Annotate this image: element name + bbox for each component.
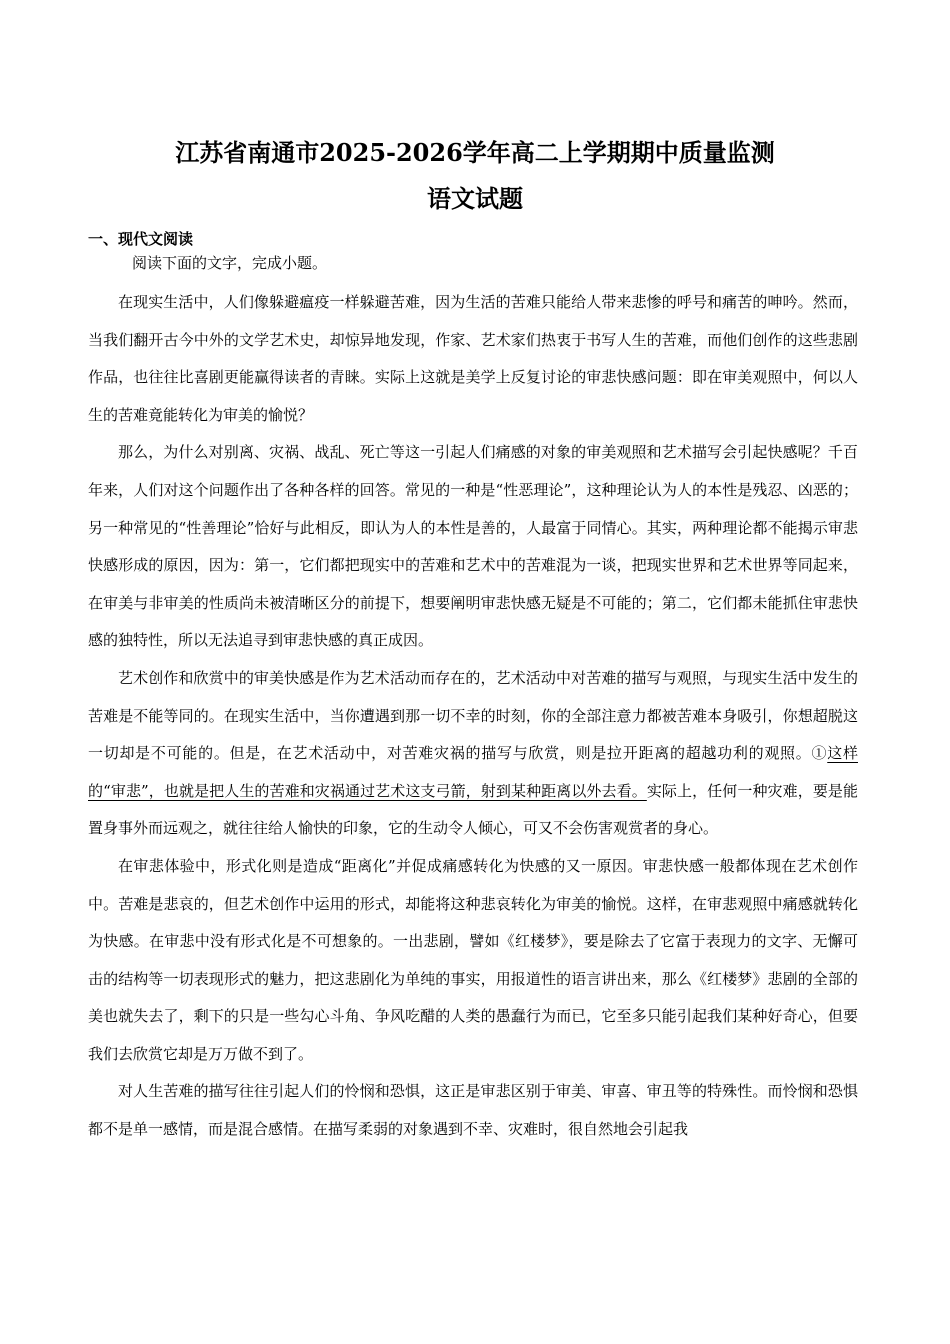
section-heading: 一、现代文阅读 xyxy=(88,230,194,248)
paragraph-3 xyxy=(88,660,858,848)
paragraph-4: 在审悲体验中，形式化则是造成“距离化”并促成痛感转化为快感的又一原因。审悲快感一般都体现在艺术创作中。苦难是悲哀的，但艺术创作中运用的形式，却能将这种悲哀转化为审美的愉悦。这样，在审悲观照中痛感就转化为快感。在审悲中没有形式化是不可想象的。一出悲剧，譬如《红楼梦》，要是除去了它富于表现力的文字、无懈可击的结构等一切表现形式的魅力，把这悲剧化为单纯的事实，用报道性的语言讲出来，那么《红楼梦》悲剧的全部的美也就失去了，剩下的只是一些勾心斗角、争风吃醋的人类的愚蠢行为而已，它至多只能引起我们某种好奇心，但要我们去欣赏它却是万万做不到了。 xyxy=(88,856,858,1063)
document-subtitle: 语文试题 xyxy=(427,184,523,213)
reading-instruction: 阅读下面的文字，完成小题。 xyxy=(132,254,328,272)
reading-passage xyxy=(88,284,858,1149)
document-title: 江苏省南通市2025-2026学年高二上学期期中质量监测 xyxy=(175,138,775,167)
paragraph-1: 在现实生活中，人们像躲避瘟疫一样躲避苦难，因为生活的苦难只能给人带来悲惨的呼号和痛苦的呻吟。然而，当我们翻开古今中外的文学艺术史，却惊异地发现，作家、艺术家们热衷于书写人生的苦难，而他们创作的这些悲剧作品，也往往比喜剧更能赢得读者的青睐。实际上这就是美学上反复讨论的审悲快感问题：即在审美观照中，何以人生的苦难竟能转化为审美的愉悦？ xyxy=(88,293,858,424)
paragraph-3-tail: 实际上，任何一种灾难，要是能置身事外而远观之，就往往给人愉快的印象，它的生动令人倾心，可又不会伤害观赏者的身心。 xyxy=(88,781,858,838)
paragraph-3-lead: 艺术创作和欣赏中的审美快感是作为艺术活动而存在的，艺术活动中对苦难的描写与观照，与现实生活中发生的苦难是不能等同的。在现实生活中，当你遭遇到那一切不幸的时刻，你的全部注意力都被苦难本身吸引，你想超脱这一切却是不可能的。但是，在艺术活动中，对苦难灾祸的描写与欣赏，则是拉开距离的超越功利的观照。① xyxy=(88,668,858,763)
paragraph-2: 那么，为什么对别离、灾祸、战乱、死亡等这一引起人们痛感的对象的审美观照和艺术描写会引起快感呢？千百年来，人们对这个问题作出了各种各样的回答。常见的一种是“性恶理论”，这种理论认为人的本性是残忍、凶恶的；另一种常见的“性善理论”恰好与此相反，即认为人的本性是善的，人最富于同情心。其实，两种理论都不能揭示审悲快感形成的原因，因为：第一，它们都把现实中的苦难和艺术中的苦难混为一谈，把现实世界和艺术世界等同起来，在审美与非审美的性质尚未被清晰区分的前提下，想要阐明审悲快感无疑是不可能的；第二，它们都未能抓住审悲快感的独特性，所以无法追寻到审悲快感的真正成因。 xyxy=(88,443,858,650)
paragraph-5: 对人生苦难的描写往往引起人们的怜悯和恐惧，这正是审悲区别于审美、审喜、审丑等的特殊性。而怜悯和恐惧都不是单一感情，而是混合感情。在描写柔弱的对象遇到不幸、灾难时，很自然地会引起我 xyxy=(88,1082,858,1139)
underlined-sentence-1: 这样的“审悲”，也就是把人生的苦难和灾祸通过艺术这支弓箭，射到某种距离以外去看。 xyxy=(88,744,858,800)
